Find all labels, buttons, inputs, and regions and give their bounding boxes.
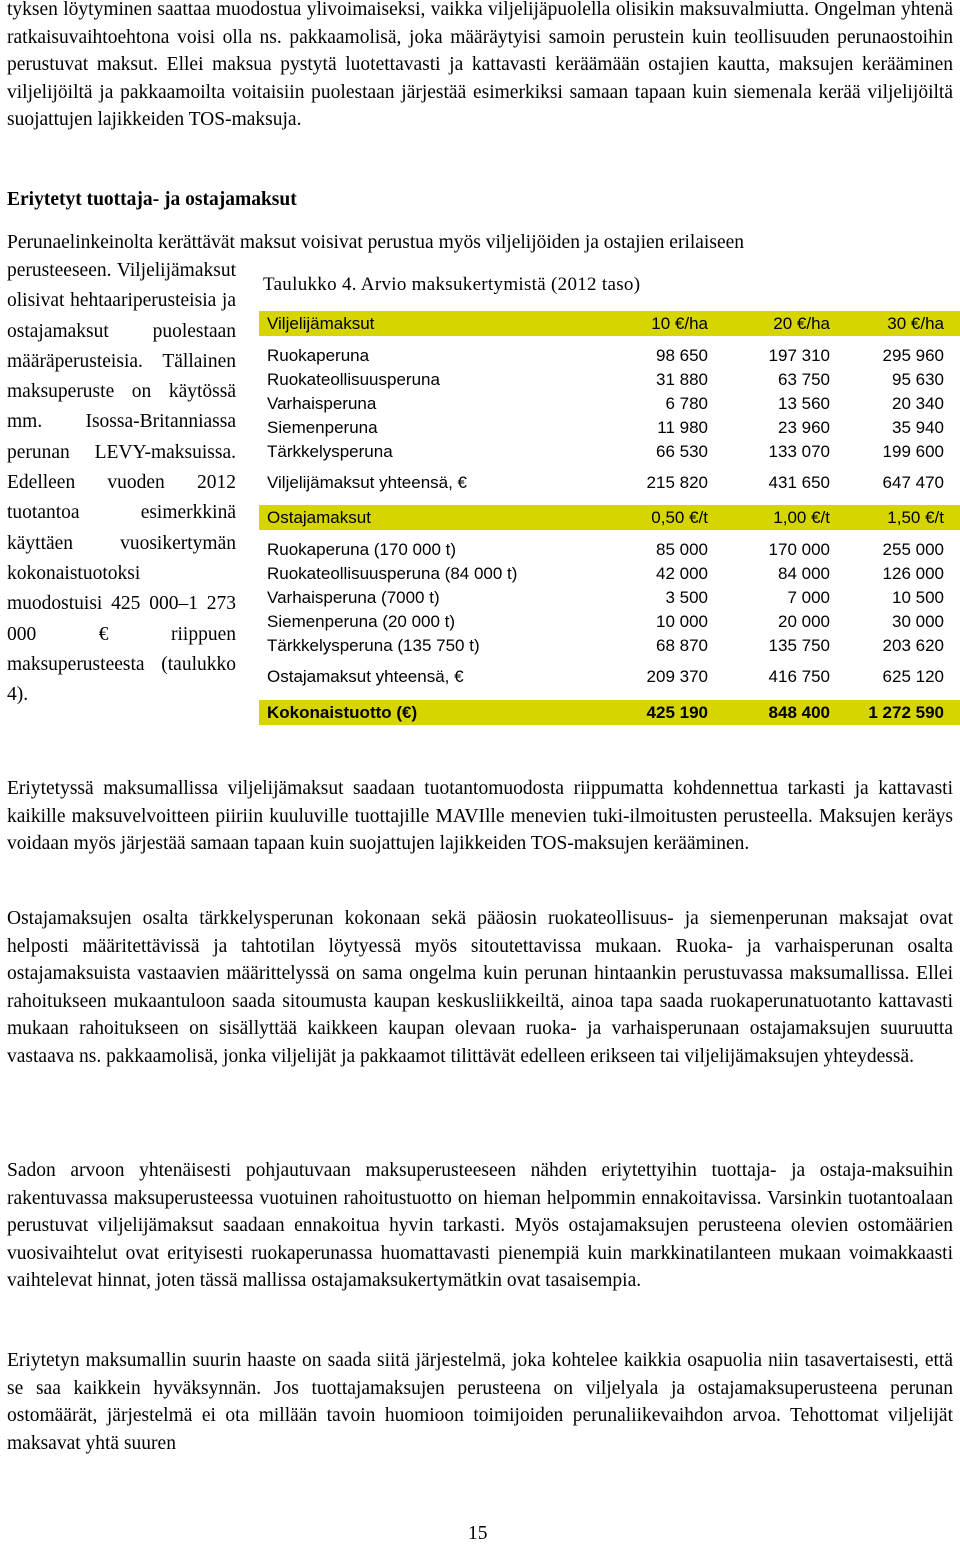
table-row — [259, 538, 960, 562]
table-cell: 425 190 — [646, 702, 708, 722]
table-cell: 10 €/ha — [651, 313, 708, 333]
table-row — [259, 368, 960, 392]
table-cell: 625 120 — [882, 667, 944, 686]
table-cell: 126 000 — [882, 564, 944, 583]
table-cell: 215 820 — [646, 473, 708, 492]
table-row — [259, 634, 960, 658]
table-cell: 431 650 — [768, 473, 830, 492]
table-cell: 20 000 — [778, 612, 830, 631]
table-cell: Ostajamaksut — [267, 507, 371, 527]
table-cell: 170 000 — [768, 540, 830, 559]
table-cell: 1 272 590 — [868, 702, 944, 722]
table-cell: 416 750 — [768, 667, 830, 686]
table-cell: 20 340 — [892, 394, 944, 413]
table-cell: 20 €/ha — [773, 313, 830, 333]
table-row — [259, 392, 960, 416]
table-cell: 10 000 — [656, 612, 708, 631]
table-cell: 98 650 — [656, 346, 708, 365]
table-cell: 13 560 — [778, 394, 830, 413]
table-cell: 647 470 — [882, 473, 944, 492]
table-cell: 135 750 — [768, 636, 830, 655]
table-row-grand-total — [259, 700, 960, 725]
table-row — [259, 562, 960, 586]
section-heading: Eriytetyt tuottaja- ja ostajamaksut — [7, 189, 297, 210]
table-cell: 7 000 — [787, 588, 830, 607]
table-cell: 3 500 — [665, 588, 708, 607]
table-cell: 23 960 — [778, 418, 830, 437]
table-row-grower-total — [259, 471, 960, 495]
paragraph-eriytetyssa: Eriytetyssä maksumallissa viljelijämaksut saadaan tuotantomuodosta riippumatta kohdennettua tarkasti ja kattavasti kaikille maksuvelvoitteen piiriin kuuluville tuottajille MAVIlle menevien tuki-ilmoitusten perusteella. Maksujen keräys voidaan myös järjestää samaan tapaan kuin suojattujen lajikkeiden TOS-maksujen kerääminen. — [7, 778, 953, 855]
table-cell: 6 780 — [665, 394, 708, 413]
paragraph-eriytetyn: Eriytetyn maksumallin suurin haaste on saada siitä järjestelmä, joka kohtelee kaikkia osapuolia niin tasavertaisesti, että se saa kaikkein hyväksynnän. Jos tuottajamaksujen perusteena on viljelyala ja ostajamaksuperusteena perunan ostomäärät, järjestelmä ei ota millään tavoin huomioon toimijoiden perunaliikevaihdon arvoa. Tehottomat viljelijät maksavat yhtä suuren — [7, 1350, 953, 1454]
table-row — [259, 344, 960, 368]
table-caption: Taulukko 4. Arvio maksukertymistä (2012 taso) — [263, 274, 641, 295]
table-cell: 30 000 — [892, 612, 944, 631]
table-cell: 30 €/ha — [887, 313, 944, 333]
table-cell: Varhaisperuna (7000 t) — [267, 588, 440, 607]
table-cell: Ruokateollisuusperuna — [267, 370, 440, 389]
fee-table — [259, 311, 960, 725]
paragraph-perunaelinkeinolta-wrap: perusteeseen. Viljelijämaksut olisivat hehtaariperusteisia ja ostajamaksut puolestaan määräperusteisia. Tällainen maksuperuste on käytössä mm. Isossa-Britanniassa perunan LEVY-maksuissa. Edelleen vuoden 2012 tuotantoa esimerkkinä käyttäen vuosikertymän kokonaistuotoksi muodostuisi 425 000–1 273 000 € riippuen maksuperusteesta (taulukko 4). — [7, 260, 236, 706]
table-cell: 197 310 — [768, 346, 830, 365]
table-cell: 95 630 — [892, 370, 944, 389]
table-row — [259, 586, 960, 610]
table-cell: 209 370 — [646, 667, 708, 686]
table-cell: Ruokaperuna — [267, 346, 370, 365]
paragraph-sadon: Sadon arvoon yhtenäisesti pohjautuvaan maksuperusteeseen nähden eriytettyihin tuottaja- ja ostaja-maksuihin rakentuvassa maksuperusteessa vuotuinen rahoitustuotto on hieman helpommin ennakoitavissa. Varsinkin tuotantoalaan perustuvat viljelijämaksut saadaan ennakoitua hyvin tarkasti. Myös ostajamaksujen perusteena olevien ostomäärien vuosivaihtelut ovat erityisesti ruokaperunassa huomattavasti pienempiä kuin markkinatilanteen mukaan voimakkaasti vaihtelevat hinnat, joten tässä mallissa ostajamaksukertymätkin ovat tasaisempia. — [7, 1160, 953, 1292]
table-cell: 10 500 — [892, 588, 944, 607]
table-cell: Ruokateollisuusperuna (84 000 t) — [267, 564, 518, 583]
table-cell: 848 400 — [768, 702, 830, 722]
table-cell: Viljelijämaksut yhteensä, € — [267, 473, 468, 492]
table-cell: 85 000 — [656, 540, 708, 559]
table-cell: 1,50 €/t — [887, 507, 944, 527]
table-cell: Tärkkelysperuna (135 750 t) — [267, 636, 480, 655]
table-cell: 255 000 — [882, 540, 944, 559]
table-cell: Tärkkelysperuna — [267, 442, 393, 461]
table-row-grower-header — [259, 311, 960, 336]
table-cell: Kokonaistuotto (€) — [267, 702, 418, 722]
paragraph-perunaelinkeinolta-line1: Perunaelinkeinolta kerättävät maksut voisivat perustua myös viljelijöiden ja ostajien erilaiseen — [7, 232, 745, 253]
table-cell: 31 880 — [656, 370, 708, 389]
table-cell: 84 000 — [778, 564, 830, 583]
table-cell: 203 620 — [882, 636, 944, 655]
table-cell: Siemenperuna — [267, 418, 378, 437]
page-number: 15 — [468, 1523, 488, 1544]
table-row-buyer-header — [259, 505, 960, 530]
table-cell: Viljelijämaksut — [267, 313, 375, 333]
table-cell: 42 000 — [656, 564, 708, 583]
paragraph-intro: tyksen löytyminen saattaa muodostua ylivoimaiseksi, vaikka viljelijäpuolella olisikin maksuvalmiutta. Ongelman yhtenä ratkaisuvaihtoehtona voisi olla ns. pakkaamolisä, joka määräytyisi samoin perustein kuin teollisuuden perunaostoihin perustuvat maksut. Ellei maksua pystytä luotettavasti ja kattavasti keräämään ostajien kautta, maksujen kerääminen viljelijöiltä ja pakkaamoilta voitaisiin puolestaan järjestää esimerkiksi samaan tapaan kuin siemenala kerää viljelijöiltä suojattujen lajikkeiden TOS-maksuja. — [7, 0, 953, 131]
table-cell: 199 600 — [882, 442, 944, 461]
table-row-buyer-total — [259, 665, 960, 689]
table-cell: Ostajamaksut yhteensä, € — [267, 667, 464, 686]
table-cell: Varhaisperuna — [267, 394, 377, 413]
table-cell: 11 980 — [657, 418, 708, 437]
table-cell: 295 960 — [882, 346, 944, 365]
paragraph-ostajamaksujen: Ostajamaksujen osalta tärkkelysperunan kokonaan sekä pääosin ruokateollisuus- ja siemenperunan maksajat ovat helposti määritettävissä ja tahtotilan löytyessä myös sitoutettavissa mukaan. Ruoka- ja varhaisperunan osalta ostajamaksuista vastaavien määrittelyssä on sama ongelma kuin perunan hintaankin perustuvassa maksumallissa. Ellei rahoitukseen mukaantuloon saada sitoumusta kaupan keskusliikkeiltä, ainoa tapa saada ruokaperunatuotanto kattavasti mukaan rahoitukseen on sisällyttää kaikkeen kaupan olevaan ruoka- ja varhaisperunaan ostajamaksujen suuruutta vastaava ns. pakkaamolisä, jonka viljelijät ja pakkaamot tilittävät edelleen erikseen tai viljelijämaksujen yhteydessä. — [7, 908, 953, 1067]
table-cell: Siemenperuna (20 000 t) — [267, 612, 456, 631]
table-cell: 35 940 — [892, 418, 944, 437]
table-cell: 63 750 — [778, 370, 830, 389]
table-cell: 1,00 €/t — [773, 507, 830, 527]
table-row — [259, 440, 960, 464]
table-cell: 66 530 — [656, 442, 708, 461]
table-cell: 0,50 €/t — [651, 507, 708, 527]
table-cell: 133 070 — [768, 442, 830, 461]
table-cell: 68 870 — [656, 636, 708, 655]
table-cell: Ruokaperuna (170 000 t) — [267, 540, 457, 559]
table-row — [259, 416, 960, 440]
table-row — [259, 610, 960, 634]
